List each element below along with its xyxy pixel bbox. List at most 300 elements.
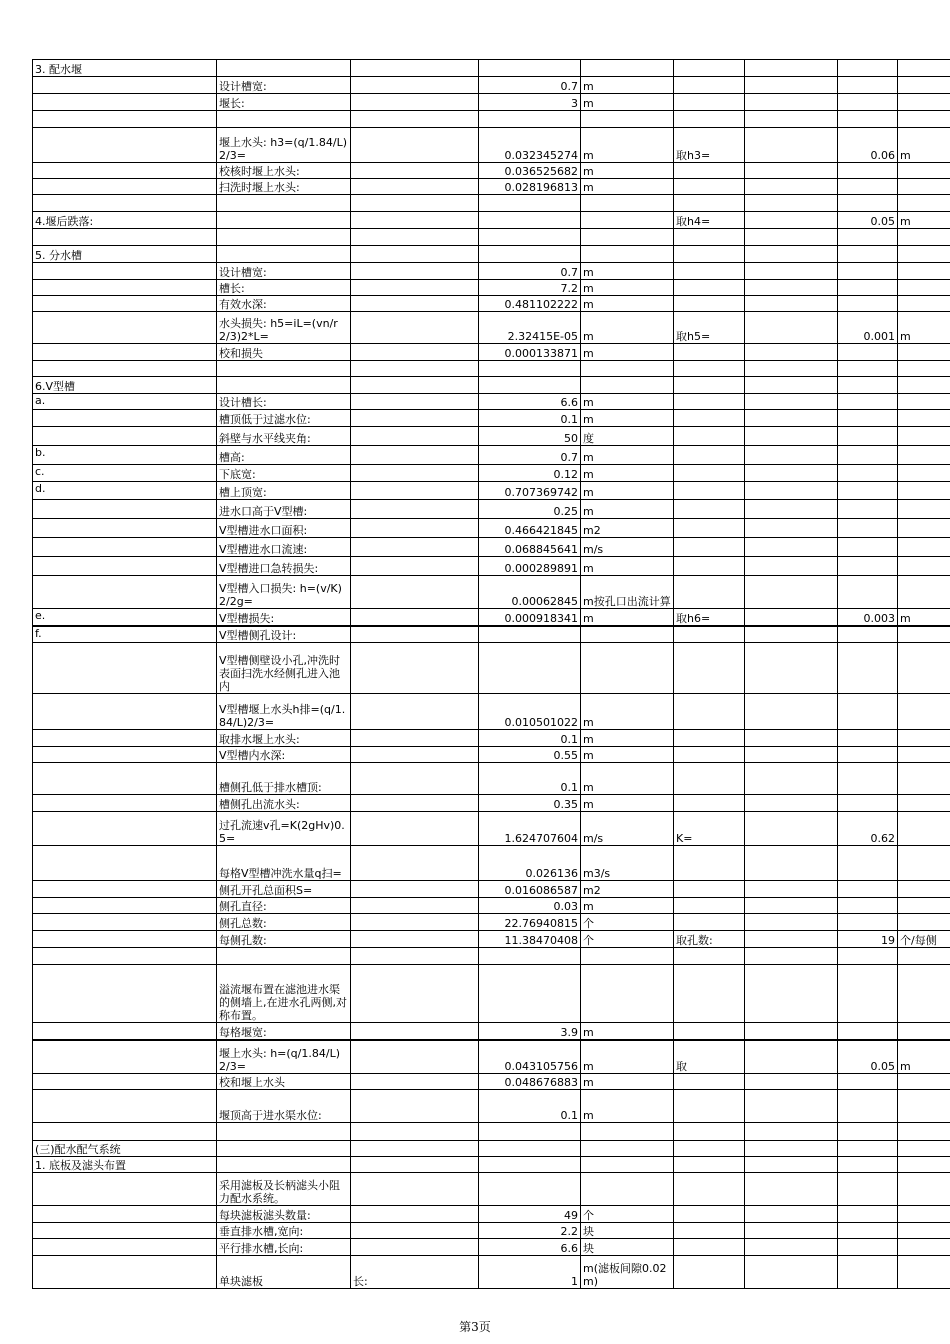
cell-item-label bbox=[33, 948, 217, 965]
table-row bbox=[33, 280, 950, 296]
cell-aux-label bbox=[351, 1074, 479, 1090]
cell-value bbox=[479, 377, 581, 394]
cell-take-unit bbox=[898, 694, 950, 730]
cell-aux-label bbox=[351, 377, 479, 394]
table-row bbox=[33, 179, 950, 195]
cell-unit: m bbox=[581, 482, 674, 500]
cell-description: 槽顶低于过滤水位: bbox=[217, 410, 351, 427]
cell-value: 0.048676883 bbox=[479, 1074, 581, 1090]
cell-value bbox=[479, 111, 581, 128]
table-row bbox=[33, 846, 950, 881]
cell-aux-label bbox=[351, 898, 479, 914]
cell-take-label bbox=[674, 446, 745, 465]
cell-unit bbox=[581, 195, 674, 212]
cell-item-label: 6.V型槽 bbox=[33, 377, 217, 394]
cell-take-label bbox=[674, 1206, 745, 1223]
cell-value: 2.2 bbox=[479, 1223, 581, 1239]
cell-take-value bbox=[838, 643, 898, 694]
cell-blank bbox=[745, 730, 838, 747]
cell-value: 0.25 bbox=[479, 500, 581, 519]
cell-take-unit bbox=[898, 263, 950, 280]
cell-aux-label bbox=[351, 427, 479, 446]
cell-item-label bbox=[33, 296, 217, 312]
cell-description: 侧孔直径: bbox=[217, 898, 351, 914]
cell-unit: m bbox=[581, 500, 674, 519]
cell-description bbox=[217, 948, 351, 965]
cell-description: 槽侧孔出流水头: bbox=[217, 795, 351, 812]
cell-take-label bbox=[674, 1256, 745, 1289]
cell-value: 0.35 bbox=[479, 795, 581, 812]
cell-take-unit bbox=[898, 747, 950, 763]
cell-take-label bbox=[674, 111, 745, 128]
cell-aux-label bbox=[351, 179, 479, 195]
cell-take-value bbox=[838, 763, 898, 795]
table-row bbox=[33, 763, 950, 795]
cell-item-label: d. bbox=[33, 482, 217, 500]
cell-unit bbox=[581, 643, 674, 694]
cell-value bbox=[479, 1157, 581, 1173]
cell-aux-label bbox=[351, 312, 479, 344]
cell-take-value bbox=[838, 500, 898, 519]
cell-unit bbox=[581, 965, 674, 1023]
cell-take-unit bbox=[898, 730, 950, 747]
cell-unit: 个 bbox=[581, 1206, 674, 1223]
cell-value: 1.624707604 bbox=[479, 812, 581, 846]
cell-description: V型槽堰上水头h排=(q/1.84/L)2/3= bbox=[217, 694, 351, 730]
cell-item-label bbox=[33, 965, 217, 1023]
cell-value bbox=[479, 212, 581, 229]
table-row bbox=[33, 730, 950, 747]
cell-aux-label bbox=[351, 410, 479, 427]
cell-aux-label bbox=[351, 212, 479, 229]
cell-blank bbox=[745, 694, 838, 730]
cell-blank bbox=[745, 1223, 838, 1239]
cell-unit bbox=[581, 229, 674, 246]
cell-unit bbox=[581, 361, 674, 377]
cell-unit: m bbox=[581, 747, 674, 763]
cell-take-label bbox=[674, 482, 745, 500]
cell-take-value: 0.62 bbox=[838, 812, 898, 846]
cell-aux-label bbox=[351, 694, 479, 730]
cell-description: 溢流堰布置在滤池进水渠的侧墙上,在进水孔两侧,对称布置。 bbox=[217, 965, 351, 1023]
cell-blank bbox=[745, 212, 838, 229]
cell-take-value bbox=[838, 163, 898, 179]
cell-item-label bbox=[33, 229, 217, 246]
cell-description: 槽侧孔低于排水槽顶: bbox=[217, 763, 351, 795]
cell-item-label bbox=[33, 812, 217, 846]
cell-take-value bbox=[838, 914, 898, 931]
cell-blank bbox=[745, 263, 838, 280]
cell-blank bbox=[745, 128, 838, 163]
cell-description bbox=[217, 377, 351, 394]
cell-aux-label bbox=[351, 557, 479, 576]
cell-take-unit bbox=[898, 538, 950, 557]
cell-description: 每块滤板滤头数量: bbox=[217, 1206, 351, 1223]
cell-take-value bbox=[838, 557, 898, 576]
cell-value: 0.55 bbox=[479, 747, 581, 763]
table-row bbox=[33, 812, 950, 846]
table-row bbox=[33, 94, 950, 111]
table-row bbox=[33, 626, 950, 643]
cell-item-label: a. bbox=[33, 394, 217, 410]
cell-value bbox=[479, 1141, 581, 1157]
cell-take-value bbox=[838, 576, 898, 609]
cell-take-value: 19 bbox=[838, 931, 898, 948]
cell-blank bbox=[745, 446, 838, 465]
cell-take-label bbox=[674, 77, 745, 94]
cell-take-label bbox=[674, 519, 745, 538]
cell-description: 校核时堰上水头: bbox=[217, 163, 351, 179]
cell-value: 0.7 bbox=[479, 263, 581, 280]
cell-blank bbox=[745, 1023, 838, 1040]
calculation-sheet bbox=[32, 59, 950, 1289]
cell-value: 0.481102222 bbox=[479, 296, 581, 312]
cell-aux-label bbox=[351, 914, 479, 931]
cell-take-label bbox=[674, 948, 745, 965]
cell-take-label bbox=[674, 179, 745, 195]
cell-take-unit bbox=[898, 394, 950, 410]
cell-take-label: 取h3= bbox=[674, 128, 745, 163]
table-row bbox=[33, 410, 950, 427]
table-row bbox=[33, 263, 950, 280]
cell-aux-label bbox=[351, 60, 479, 77]
cell-take-unit bbox=[898, 812, 950, 846]
cell-take-label bbox=[674, 163, 745, 179]
cell-description: V型槽进水口面积: bbox=[217, 519, 351, 538]
cell-description: V型槽侧壁设小孔,冲洗时表面扫洗水经侧孔进入池内 bbox=[217, 643, 351, 694]
cell-take-label bbox=[674, 1090, 745, 1123]
cell-aux-label bbox=[351, 747, 479, 763]
table-row bbox=[33, 111, 950, 128]
cell-unit bbox=[581, 1173, 674, 1206]
cell-aux-label bbox=[351, 1239, 479, 1256]
cell-take-label: 取孔数: bbox=[674, 931, 745, 948]
table-row bbox=[33, 128, 950, 163]
cell-aux-label bbox=[351, 538, 479, 557]
cell-blank bbox=[745, 94, 838, 111]
cell-item-label bbox=[33, 763, 217, 795]
cell-take-label bbox=[674, 846, 745, 881]
cell-take-unit bbox=[898, 1074, 950, 1090]
cell-aux-label bbox=[351, 948, 479, 965]
cell-unit: m bbox=[581, 280, 674, 296]
cell-take-value bbox=[838, 1206, 898, 1223]
cell-value: 0.010501022 bbox=[479, 694, 581, 730]
cell-value: 0.016086587 bbox=[479, 881, 581, 898]
cell-value: 0.1 bbox=[479, 730, 581, 747]
cell-take-value bbox=[838, 361, 898, 377]
cell-take-value bbox=[838, 948, 898, 965]
cell-take-value bbox=[838, 1173, 898, 1206]
cell-description: V型槽损失: bbox=[217, 609, 351, 626]
cell-item-label bbox=[33, 643, 217, 694]
table-row bbox=[33, 694, 950, 730]
cell-aux-label bbox=[351, 730, 479, 747]
cell-take-label bbox=[674, 465, 745, 482]
cell-aux-label bbox=[351, 482, 479, 500]
cell-unit: m bbox=[581, 394, 674, 410]
table-row bbox=[33, 427, 950, 446]
cell-unit: m bbox=[581, 1040, 674, 1074]
cell-take-label bbox=[674, 1123, 745, 1141]
cell-unit: m bbox=[581, 163, 674, 179]
cell-description: 堰顶高于进水渠水位: bbox=[217, 1090, 351, 1123]
cell-item-label bbox=[33, 94, 217, 111]
cell-unit bbox=[581, 948, 674, 965]
table-row bbox=[33, 557, 950, 576]
table-row bbox=[33, 609, 950, 626]
cell-take-label bbox=[674, 965, 745, 1023]
cell-take-unit bbox=[898, 60, 950, 77]
cell-aux-label bbox=[351, 1223, 479, 1239]
cell-value: 0.000289891 bbox=[479, 557, 581, 576]
cell-unit: m bbox=[581, 1090, 674, 1123]
cell-item-label bbox=[33, 263, 217, 280]
cell-take-label bbox=[674, 538, 745, 557]
cell-blank bbox=[745, 410, 838, 427]
cell-aux-label bbox=[351, 394, 479, 410]
cell-description: 单块滤板 bbox=[217, 1256, 351, 1289]
cell-aux-label bbox=[351, 812, 479, 846]
cell-take-unit: m bbox=[898, 212, 950, 229]
cell-take-value bbox=[838, 730, 898, 747]
cell-blank bbox=[745, 1074, 838, 1090]
cell-take-unit bbox=[898, 1256, 950, 1289]
cell-unit: m2 bbox=[581, 519, 674, 538]
cell-description bbox=[217, 212, 351, 229]
cell-take-label bbox=[674, 730, 745, 747]
cell-description: 采用滤板及长柄滤头小阻力配水系统。 bbox=[217, 1173, 351, 1206]
cell-item-label: 5. 分水槽 bbox=[33, 246, 217, 263]
cell-item-label bbox=[33, 1090, 217, 1123]
cell-aux-label bbox=[351, 1141, 479, 1157]
cell-take-unit bbox=[898, 1173, 950, 1206]
cell-description: V型槽入口损失: h=(v/K)2/2g= bbox=[217, 576, 351, 609]
cell-unit: m bbox=[581, 446, 674, 465]
cell-description: 堰上水头: h=(q/1.84/L)2/3= bbox=[217, 1040, 351, 1074]
cell-unit: m bbox=[581, 410, 674, 427]
cell-blank bbox=[745, 229, 838, 246]
cell-item-label bbox=[33, 1040, 217, 1074]
cell-take-value bbox=[838, 229, 898, 246]
cell-item-label bbox=[33, 898, 217, 914]
cell-description bbox=[217, 60, 351, 77]
cell-item-label bbox=[33, 77, 217, 94]
cell-blank bbox=[745, 427, 838, 446]
cell-blank bbox=[745, 931, 838, 948]
cell-take-unit bbox=[898, 965, 950, 1023]
table-row bbox=[33, 931, 950, 948]
cell-take-value bbox=[838, 846, 898, 881]
cell-value: 0.026136 bbox=[479, 846, 581, 881]
table-row bbox=[33, 361, 950, 377]
cell-item-label: 3. 配水堰 bbox=[33, 60, 217, 77]
cell-value: 2.32415E-05 bbox=[479, 312, 581, 344]
cell-blank bbox=[745, 394, 838, 410]
cell-value: 1 bbox=[479, 1256, 581, 1289]
cell-value: 0.707369742 bbox=[479, 482, 581, 500]
table-row bbox=[33, 312, 950, 344]
cell-description: 设计槽宽: bbox=[217, 263, 351, 280]
cell-blank bbox=[745, 1157, 838, 1173]
cell-value bbox=[479, 965, 581, 1023]
table-row bbox=[33, 1239, 950, 1256]
cell-item-label bbox=[33, 914, 217, 931]
cell-blank bbox=[745, 643, 838, 694]
cell-take-label bbox=[674, 427, 745, 446]
cell-item-label: b. bbox=[33, 446, 217, 465]
cell-take-label bbox=[674, 296, 745, 312]
cell-blank bbox=[745, 948, 838, 965]
cell-aux-label bbox=[351, 296, 479, 312]
cell-take-unit bbox=[898, 427, 950, 446]
cell-item-label bbox=[33, 931, 217, 948]
cell-value: 11.38470408 bbox=[479, 931, 581, 948]
cell-value: 0.1 bbox=[479, 410, 581, 427]
cell-aux-label bbox=[351, 626, 479, 643]
cell-aux-label bbox=[351, 229, 479, 246]
cell-unit: m bbox=[581, 94, 674, 111]
cell-item-label bbox=[33, 1223, 217, 1239]
cell-value bbox=[479, 626, 581, 643]
cell-unit bbox=[581, 246, 674, 263]
cell-take-unit bbox=[898, 1023, 950, 1040]
cell-value bbox=[479, 229, 581, 246]
cell-blank bbox=[745, 1206, 838, 1223]
cell-take-unit bbox=[898, 482, 950, 500]
cell-take-unit bbox=[898, 77, 950, 94]
cell-take-label bbox=[674, 394, 745, 410]
cell-description: 每格V型槽冲洗水量q扫= bbox=[217, 846, 351, 881]
cell-value: 49 bbox=[479, 1206, 581, 1223]
cell-take-unit bbox=[898, 846, 950, 881]
cell-take-value bbox=[838, 1256, 898, 1289]
cell-value: 0.028196813 bbox=[479, 179, 581, 195]
cell-take-unit bbox=[898, 1157, 950, 1173]
cell-item-label bbox=[33, 747, 217, 763]
cell-take-unit bbox=[898, 898, 950, 914]
cell-item-label bbox=[33, 1256, 217, 1289]
cell-take-label bbox=[674, 263, 745, 280]
cell-take-unit bbox=[898, 519, 950, 538]
cell-take-label bbox=[674, 377, 745, 394]
cell-item-label: 4.堰后跌落: bbox=[33, 212, 217, 229]
cell-take-value bbox=[838, 1123, 898, 1141]
cell-take-value bbox=[838, 538, 898, 557]
cell-item-label: (三)配水配气系统 bbox=[33, 1141, 217, 1157]
cell-aux-label bbox=[351, 195, 479, 212]
cell-blank bbox=[745, 195, 838, 212]
cell-value: 0.000918341 bbox=[479, 609, 581, 626]
cell-value: 0.466421845 bbox=[479, 519, 581, 538]
table-row bbox=[33, 1141, 950, 1157]
cell-item-label bbox=[33, 195, 217, 212]
cell-take-unit bbox=[898, 948, 950, 965]
cell-description bbox=[217, 246, 351, 263]
table-row bbox=[33, 212, 950, 229]
cell-description: 槽长: bbox=[217, 280, 351, 296]
cell-item-label bbox=[33, 361, 217, 377]
table-row bbox=[33, 1223, 950, 1239]
cell-description: 槽上顶宽: bbox=[217, 482, 351, 500]
cell-description bbox=[217, 1123, 351, 1141]
cell-unit bbox=[581, 212, 674, 229]
cell-take-unit: m bbox=[898, 312, 950, 344]
cell-unit: 个 bbox=[581, 931, 674, 948]
table-row bbox=[33, 60, 950, 77]
cell-take-unit bbox=[898, 361, 950, 377]
cell-take-value bbox=[838, 898, 898, 914]
cell-description bbox=[217, 195, 351, 212]
cell-unit bbox=[581, 60, 674, 77]
cell-unit: m bbox=[581, 694, 674, 730]
cell-unit: m bbox=[581, 344, 674, 361]
cell-aux-label bbox=[351, 643, 479, 694]
cell-value: 0.043105756 bbox=[479, 1040, 581, 1074]
cell-take-value bbox=[838, 94, 898, 111]
table-row bbox=[33, 163, 950, 179]
cell-unit: m bbox=[581, 898, 674, 914]
cell-description: 每格堰宽: bbox=[217, 1023, 351, 1040]
table-row bbox=[33, 446, 950, 465]
table-row bbox=[33, 482, 950, 500]
cell-take-unit: m bbox=[898, 128, 950, 163]
table-row bbox=[33, 1123, 950, 1141]
table-row bbox=[33, 77, 950, 94]
cell-value bbox=[479, 195, 581, 212]
cell-unit bbox=[581, 1123, 674, 1141]
cell-blank bbox=[745, 77, 838, 94]
table-row bbox=[33, 898, 950, 914]
cell-item-label bbox=[33, 846, 217, 881]
cell-take-unit bbox=[898, 296, 950, 312]
cell-blank bbox=[745, 361, 838, 377]
cell-item-label bbox=[33, 1239, 217, 1256]
cell-aux-label bbox=[351, 1023, 479, 1040]
cell-aux-label bbox=[351, 500, 479, 519]
cell-take-label: 取 bbox=[674, 1040, 745, 1074]
cell-take-label: K= bbox=[674, 812, 745, 846]
cell-value: 3.9 bbox=[479, 1023, 581, 1040]
cell-aux-label bbox=[351, 344, 479, 361]
cell-blank bbox=[745, 609, 838, 626]
cell-aux-label bbox=[351, 881, 479, 898]
cell-unit: m bbox=[581, 763, 674, 795]
cell-aux-label bbox=[351, 1157, 479, 1173]
cell-description: 平行排水槽,长向: bbox=[217, 1239, 351, 1256]
cell-take-unit bbox=[898, 344, 950, 361]
cell-description: 取排水堰上水头: bbox=[217, 730, 351, 747]
cell-take-value bbox=[838, 1141, 898, 1157]
cell-take-unit bbox=[898, 377, 950, 394]
cell-item-label bbox=[33, 1074, 217, 1090]
sheet-body bbox=[33, 60, 950, 1289]
cell-item-label: c. bbox=[33, 465, 217, 482]
cell-description bbox=[217, 111, 351, 128]
cell-description bbox=[217, 229, 351, 246]
cell-value: 22.76940815 bbox=[479, 914, 581, 931]
cell-value: 0.1 bbox=[479, 763, 581, 795]
cell-item-label bbox=[33, 1173, 217, 1206]
table-row bbox=[33, 965, 950, 1023]
cell-value: 7.2 bbox=[479, 280, 581, 296]
cell-take-unit bbox=[898, 94, 950, 111]
cell-aux-label bbox=[351, 931, 479, 948]
cell-take-value bbox=[838, 446, 898, 465]
cell-take-unit bbox=[898, 500, 950, 519]
cell-take-unit bbox=[898, 626, 950, 643]
table-row bbox=[33, 296, 950, 312]
